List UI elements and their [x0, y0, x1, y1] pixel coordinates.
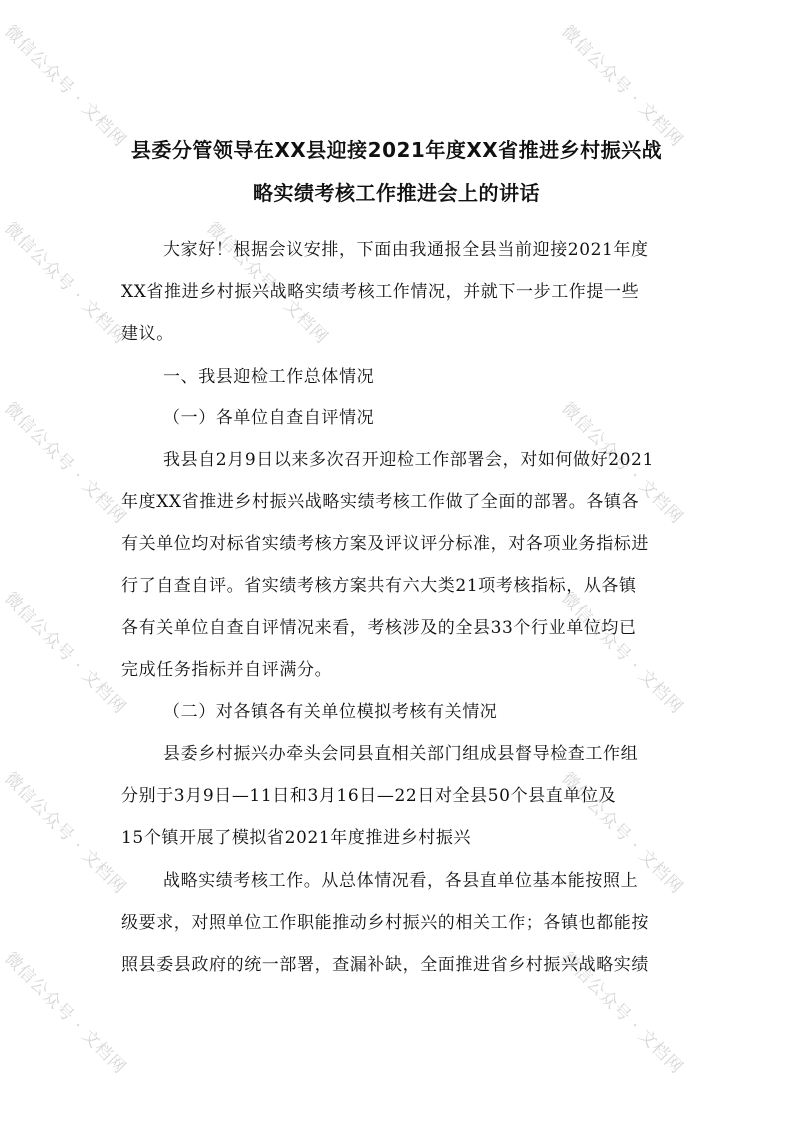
body-line: 年度XX省推进乡村振兴战略实绩考核工作做了全面的部署。各镇各 [121, 492, 640, 512]
body-line: 县委乡村振兴办牵头会同县直相关部门组成县督导检查工作组 [163, 744, 639, 764]
body-line: 战略实绩考核工作。从总体情况看，各县直单位基本能按照上 [163, 871, 639, 891]
body-line: XX省推进乡村振兴战略实绩考核工作情况，并就下一步工作提一些 [121, 282, 640, 302]
watermark-text: 微信公众号 · 文档网 [0, 588, 130, 719]
watermark-text: 微信公众号 · 文档网 [0, 398, 130, 529]
watermark-text: 微信公众号 · 文档网 [557, 398, 687, 529]
document-title-line-1: 县委分管领导在XX县迎接2021年度XX省推进乡村振兴战 [130, 138, 663, 162]
subsection-heading: （二）对各镇各有关单位模拟考核有关情况 [163, 702, 498, 722]
document-title-line-2: 略实绩考核工作推进会上的讲话 [253, 181, 540, 205]
watermark-text: 微信公众号 · 文档网 [0, 218, 130, 349]
body-line: 行了自查自评。省实绩考核方案共有六大类21项考核指标，从各镇 [121, 576, 637, 596]
body-line: 分别于3月9日—11日和3月16日—22日对全县50个县直单位及 [121, 786, 617, 806]
body-line: 15个镇开展了模拟省2021年度推进乡村振兴 [121, 828, 472, 848]
body-line: 大家好！根据会议安排，下面由我通报全县当前迎接2021年度 [163, 240, 649, 260]
body-line: 建议。 [121, 324, 174, 344]
body-line: 各有关单位自查自评情况来看，考核涉及的全县33个行业单位均已 [121, 618, 637, 638]
watermark-text: 微信公众号 · 文档网 [557, 948, 687, 1079]
watermark-text: 微信公众号 · 文档网 [202, 218, 332, 349]
subsection-heading: （一）各单位自查自评情况 [163, 408, 375, 428]
watermark-text: 微信公众号 · 文档网 [0, 768, 130, 899]
section-heading: 一、我县迎检工作总体情况 [163, 367, 375, 387]
watermark-text: 微信公众号 · 文档网 [557, 21, 687, 152]
body-line: 级要求，对照单位工作职能推动乡村振兴的相关工作；各镇也都能按 [121, 913, 649, 933]
watermark-text: 微信公众号 · 文档网 [0, 948, 130, 1079]
watermark-text: 微信公众号 · 文档网 [557, 588, 687, 719]
body-line: 照县委县政府的统一部署，查漏补缺，全面推进省乡村振兴战略实绩 [121, 955, 649, 975]
body-line: 我县自2月9日以来多次召开迎检工作部署会，对如何做好2021 [163, 450, 654, 470]
body-line: 有关单位均对标省实绩考核方案及评议评分标准，对各项业务指标进 [121, 534, 649, 554]
watermark-text: 微信公众号 · 文档网 [557, 768, 687, 899]
body-line: 完成任务指标并自评满分。 [121, 660, 333, 680]
watermark-text: 微信公众号 · 文档网 [0, 21, 130, 152]
